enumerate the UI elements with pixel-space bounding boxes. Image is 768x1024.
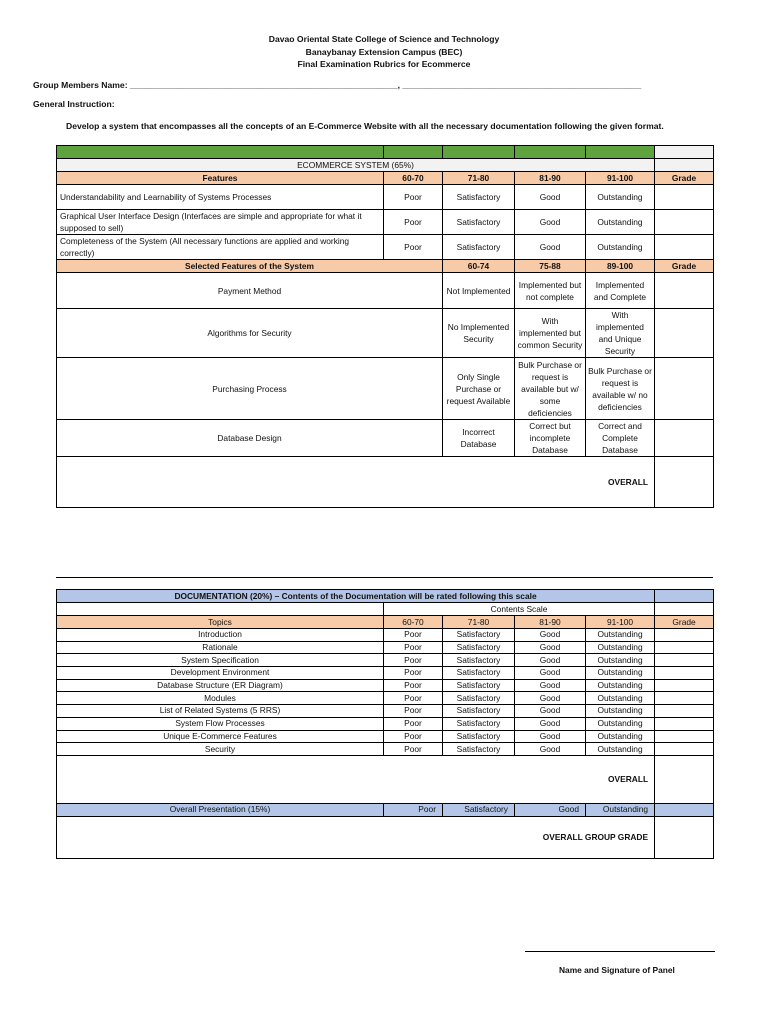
table-row xyxy=(57,629,714,642)
grade-cell xyxy=(655,679,714,692)
rating-cell: Satisfactory xyxy=(443,803,515,816)
group-members-line: Group Members Name: ________________________________________________________, __________________________________________________ xyxy=(33,80,642,90)
rating-cell: Good xyxy=(515,705,586,718)
grade-cell xyxy=(655,692,714,705)
rating-cell: Good xyxy=(515,679,586,692)
rating-cell: Satisfactory xyxy=(443,185,515,210)
green-cell xyxy=(57,146,384,159)
topic-cell: System Flow Processes xyxy=(57,717,384,730)
column-header: 91-100 xyxy=(586,616,655,629)
rating-cell: Poor xyxy=(384,667,443,680)
selected-header-row xyxy=(57,260,714,273)
grade-cell xyxy=(655,803,714,816)
column-header: 75-88 xyxy=(515,260,586,273)
column-header: Selected Features of the System xyxy=(57,260,443,273)
college-name: Davao Oriental State College of Science and Technology xyxy=(268,34,500,44)
ecommerce-header-row xyxy=(57,172,714,185)
rating-cell: Outstanding xyxy=(586,692,655,705)
column-header: 71-80 xyxy=(443,616,515,629)
feature-cell: Purchasing Process xyxy=(57,358,443,420)
grade-cell xyxy=(655,717,714,730)
topic-cell: Development Environment xyxy=(57,667,384,680)
table-row xyxy=(57,210,714,235)
grade-cell xyxy=(655,667,714,680)
rating-cell: Outstanding xyxy=(586,235,655,260)
topic-cell: Modules xyxy=(57,692,384,705)
rating-cell: Poor xyxy=(384,654,443,667)
rating-cell: Satisfactory xyxy=(443,730,515,743)
documentation-rubric-table xyxy=(56,589,714,859)
grade-cell xyxy=(655,654,714,667)
rating-cell: Outstanding xyxy=(586,730,655,743)
column-header: 71-80 xyxy=(443,172,515,185)
green-cell xyxy=(515,146,586,159)
documentation-title-row xyxy=(57,590,714,603)
column-header: Grade xyxy=(655,172,714,185)
column-header: Topics xyxy=(57,616,384,629)
rating-cell: Good xyxy=(515,235,586,260)
table-row xyxy=(57,692,714,705)
green-cell xyxy=(443,146,515,159)
overall-grade-cell xyxy=(655,755,714,803)
overall-group-grade-row xyxy=(57,816,714,858)
grade-cell xyxy=(655,420,714,457)
rating-cell: Poor xyxy=(384,679,443,692)
table-row xyxy=(57,235,714,260)
feature-cell: Algorithms for Security xyxy=(57,309,443,358)
table-row xyxy=(57,679,714,692)
presentation-label: Overall Presentation (15%) xyxy=(57,803,384,816)
topic-cell: Unique E-Commerce Features xyxy=(57,730,384,743)
rating-cell: Good xyxy=(515,185,586,210)
rating-cell: Poor xyxy=(384,629,443,642)
grade-cell xyxy=(655,641,714,654)
table-row xyxy=(57,654,714,667)
rating-cell: Correct but incomplete Database xyxy=(515,420,586,457)
grade-cell xyxy=(655,210,714,235)
column-header: 60-74 xyxy=(443,260,515,273)
rating-cell: Satisfactory xyxy=(443,210,515,235)
overall-grade-cell xyxy=(655,457,714,508)
rating-cell: With implemented and Unique Security xyxy=(586,309,655,358)
rating-cell: Bulk Purchase or request is available but w/ some deficiencies xyxy=(515,358,586,420)
rating-cell: Poor xyxy=(384,743,443,756)
rating-cell: Poor xyxy=(384,185,443,210)
rating-cell: Poor xyxy=(384,692,443,705)
grade-cell xyxy=(655,235,714,260)
rating-cell: With implemented but common Security xyxy=(515,309,586,358)
rating-cell: Outstanding xyxy=(586,705,655,718)
rating-cell: Satisfactory xyxy=(443,235,515,260)
column-header: Grade xyxy=(655,260,714,273)
rating-cell: Good xyxy=(515,730,586,743)
rating-cell: Poor xyxy=(384,730,443,743)
green-band-blank xyxy=(655,146,714,159)
rating-cell: Good xyxy=(515,641,586,654)
feature-cell: Completeness of the System (All necessary functions are applied and working correctly) xyxy=(57,235,384,260)
ecommerce-rubric-table xyxy=(56,145,714,508)
overall-label: OVERALL xyxy=(57,755,655,803)
rating-cell: Good xyxy=(515,667,586,680)
column-header: 60-70 xyxy=(384,616,443,629)
rating-cell: Outstanding xyxy=(586,803,655,816)
table-row xyxy=(57,358,714,420)
rating-cell: Outstanding xyxy=(586,654,655,667)
grade-cell xyxy=(655,309,714,358)
table-row xyxy=(57,667,714,680)
rating-cell: Not Implemented xyxy=(443,273,515,309)
rating-cell: Satisfactory xyxy=(443,717,515,730)
rating-cell: Outstanding xyxy=(586,629,655,642)
documentation-header-row xyxy=(57,616,714,629)
rating-cell: Implemented but not complete xyxy=(515,273,586,309)
title-blank xyxy=(655,590,714,603)
column-header: Grade xyxy=(655,616,714,629)
contents-scale-label: Contents Scale xyxy=(384,603,655,616)
rating-cell: Correct and Complete Database xyxy=(586,420,655,457)
feature-cell: Understandability and Learnability of Systems Processes xyxy=(57,185,384,210)
grade-cell xyxy=(655,705,714,718)
feature-cell: Graphical User Interface Design (Interfaces are simple and appropriate for what it supposed to sell) xyxy=(57,210,384,235)
documentation-title: DOCUMENTATION (20%) – Contents of the Documentation will be rated following this scale xyxy=(57,590,655,603)
contents-scale-row xyxy=(57,603,714,616)
rating-cell: Satisfactory xyxy=(443,629,515,642)
separator-line xyxy=(56,577,713,578)
topic-cell: Database Structure (ER Diagram) xyxy=(57,679,384,692)
table-row xyxy=(57,273,714,309)
green-cell xyxy=(384,146,443,159)
campus-name: Banaybanay Extension Campus (BEC) xyxy=(305,46,463,57)
column-header: Features xyxy=(57,172,384,185)
table-row xyxy=(57,641,714,654)
grade-cell xyxy=(655,743,714,756)
scale-blank xyxy=(655,603,714,616)
ecommerce-title: ECOMMERCE SYSTEM (65%) xyxy=(57,159,655,172)
overall-row xyxy=(57,755,714,803)
green-cell xyxy=(586,146,655,159)
overall-group-grade-cell xyxy=(655,816,714,858)
rating-cell: Poor xyxy=(384,803,443,816)
rating-cell: Poor xyxy=(384,705,443,718)
table-row xyxy=(57,705,714,718)
title-blank xyxy=(655,159,714,172)
rating-cell: Poor xyxy=(384,210,443,235)
rating-cell: Good xyxy=(515,717,586,730)
grade-cell xyxy=(655,185,714,210)
grade-cell xyxy=(655,629,714,642)
rating-cell: Satisfactory xyxy=(443,743,515,756)
topic-cell: Security xyxy=(57,743,384,756)
rating-cell: Satisfactory xyxy=(443,654,515,667)
rating-cell: No Implemented Security xyxy=(443,309,515,358)
general-instruction-label: General Instruction: xyxy=(33,99,115,109)
rating-cell: Satisfactory xyxy=(443,667,515,680)
rating-cell: Bulk Purchase or request is available w/ no deficiencies xyxy=(586,358,655,420)
rating-cell: Satisfactory xyxy=(443,692,515,705)
presentation-row xyxy=(57,803,714,816)
topic-cell: Introduction xyxy=(57,629,384,642)
rating-cell: Satisfactory xyxy=(443,679,515,692)
green-band-row xyxy=(57,146,714,159)
feature-cell: Payment Method xyxy=(57,273,443,309)
grade-cell xyxy=(655,273,714,309)
overall-row xyxy=(57,457,714,508)
rating-cell: Poor xyxy=(384,641,443,654)
rating-cell: Good xyxy=(515,210,586,235)
column-header: 60-70 xyxy=(384,172,443,185)
table-row xyxy=(57,717,714,730)
rating-cell: Good xyxy=(515,654,586,667)
rating-cell: Outstanding xyxy=(586,679,655,692)
grade-cell xyxy=(655,358,714,420)
table-row xyxy=(57,309,714,358)
rating-cell: Outstanding xyxy=(586,641,655,654)
rating-cell: Outstanding xyxy=(586,667,655,680)
rating-cell: Only Single Purchase or request Available xyxy=(443,358,515,420)
rating-cell: Satisfactory xyxy=(443,641,515,654)
ecommerce-title-row xyxy=(57,159,714,172)
table-row xyxy=(57,730,714,743)
general-instruction-text: Develop a system that encompasses all the concepts of an E-Commerce Website with all the necessary documentation following the given format. xyxy=(66,121,664,131)
rating-cell: Satisfactory xyxy=(443,705,515,718)
topic-cell: List of Related Systems (5 RRS) xyxy=(57,705,384,718)
grade-cell xyxy=(655,730,714,743)
column-header: 81-90 xyxy=(515,172,586,185)
rating-cell: Poor xyxy=(384,235,443,260)
signature-line xyxy=(525,951,715,952)
table-row xyxy=(57,420,714,457)
rating-cell: Good xyxy=(515,803,586,816)
column-header: 91-100 xyxy=(586,172,655,185)
table-row xyxy=(57,743,714,756)
overall-label: OVERALL xyxy=(57,457,655,508)
overall-group-grade-label: OVERALL GROUP GRADE xyxy=(57,816,655,858)
signature-label: Name and Signature of Panel xyxy=(559,965,675,975)
table-row xyxy=(57,185,714,210)
rating-cell: Poor xyxy=(384,717,443,730)
rating-cell: Good xyxy=(515,629,586,642)
rating-cell: Incorrect Database xyxy=(443,420,515,457)
topic-cell: Rationale xyxy=(57,641,384,654)
rating-cell: Good xyxy=(515,692,586,705)
feature-cell: Database Design xyxy=(57,420,443,457)
document-header xyxy=(0,33,768,71)
rating-cell: Good xyxy=(515,743,586,756)
topic-cell: System Specification xyxy=(57,654,384,667)
rating-cell: Outstanding xyxy=(586,743,655,756)
column-header: 81-90 xyxy=(515,616,586,629)
rating-cell: Implemented and Complete xyxy=(586,273,655,309)
scale-blank xyxy=(57,603,384,616)
rating-cell: Outstanding xyxy=(586,210,655,235)
document-title: Final Examination Rubrics for Ecommerce xyxy=(297,59,471,69)
rating-cell: Outstanding xyxy=(586,185,655,210)
column-header: 89-100 xyxy=(586,260,655,273)
rating-cell: Outstanding xyxy=(586,717,655,730)
